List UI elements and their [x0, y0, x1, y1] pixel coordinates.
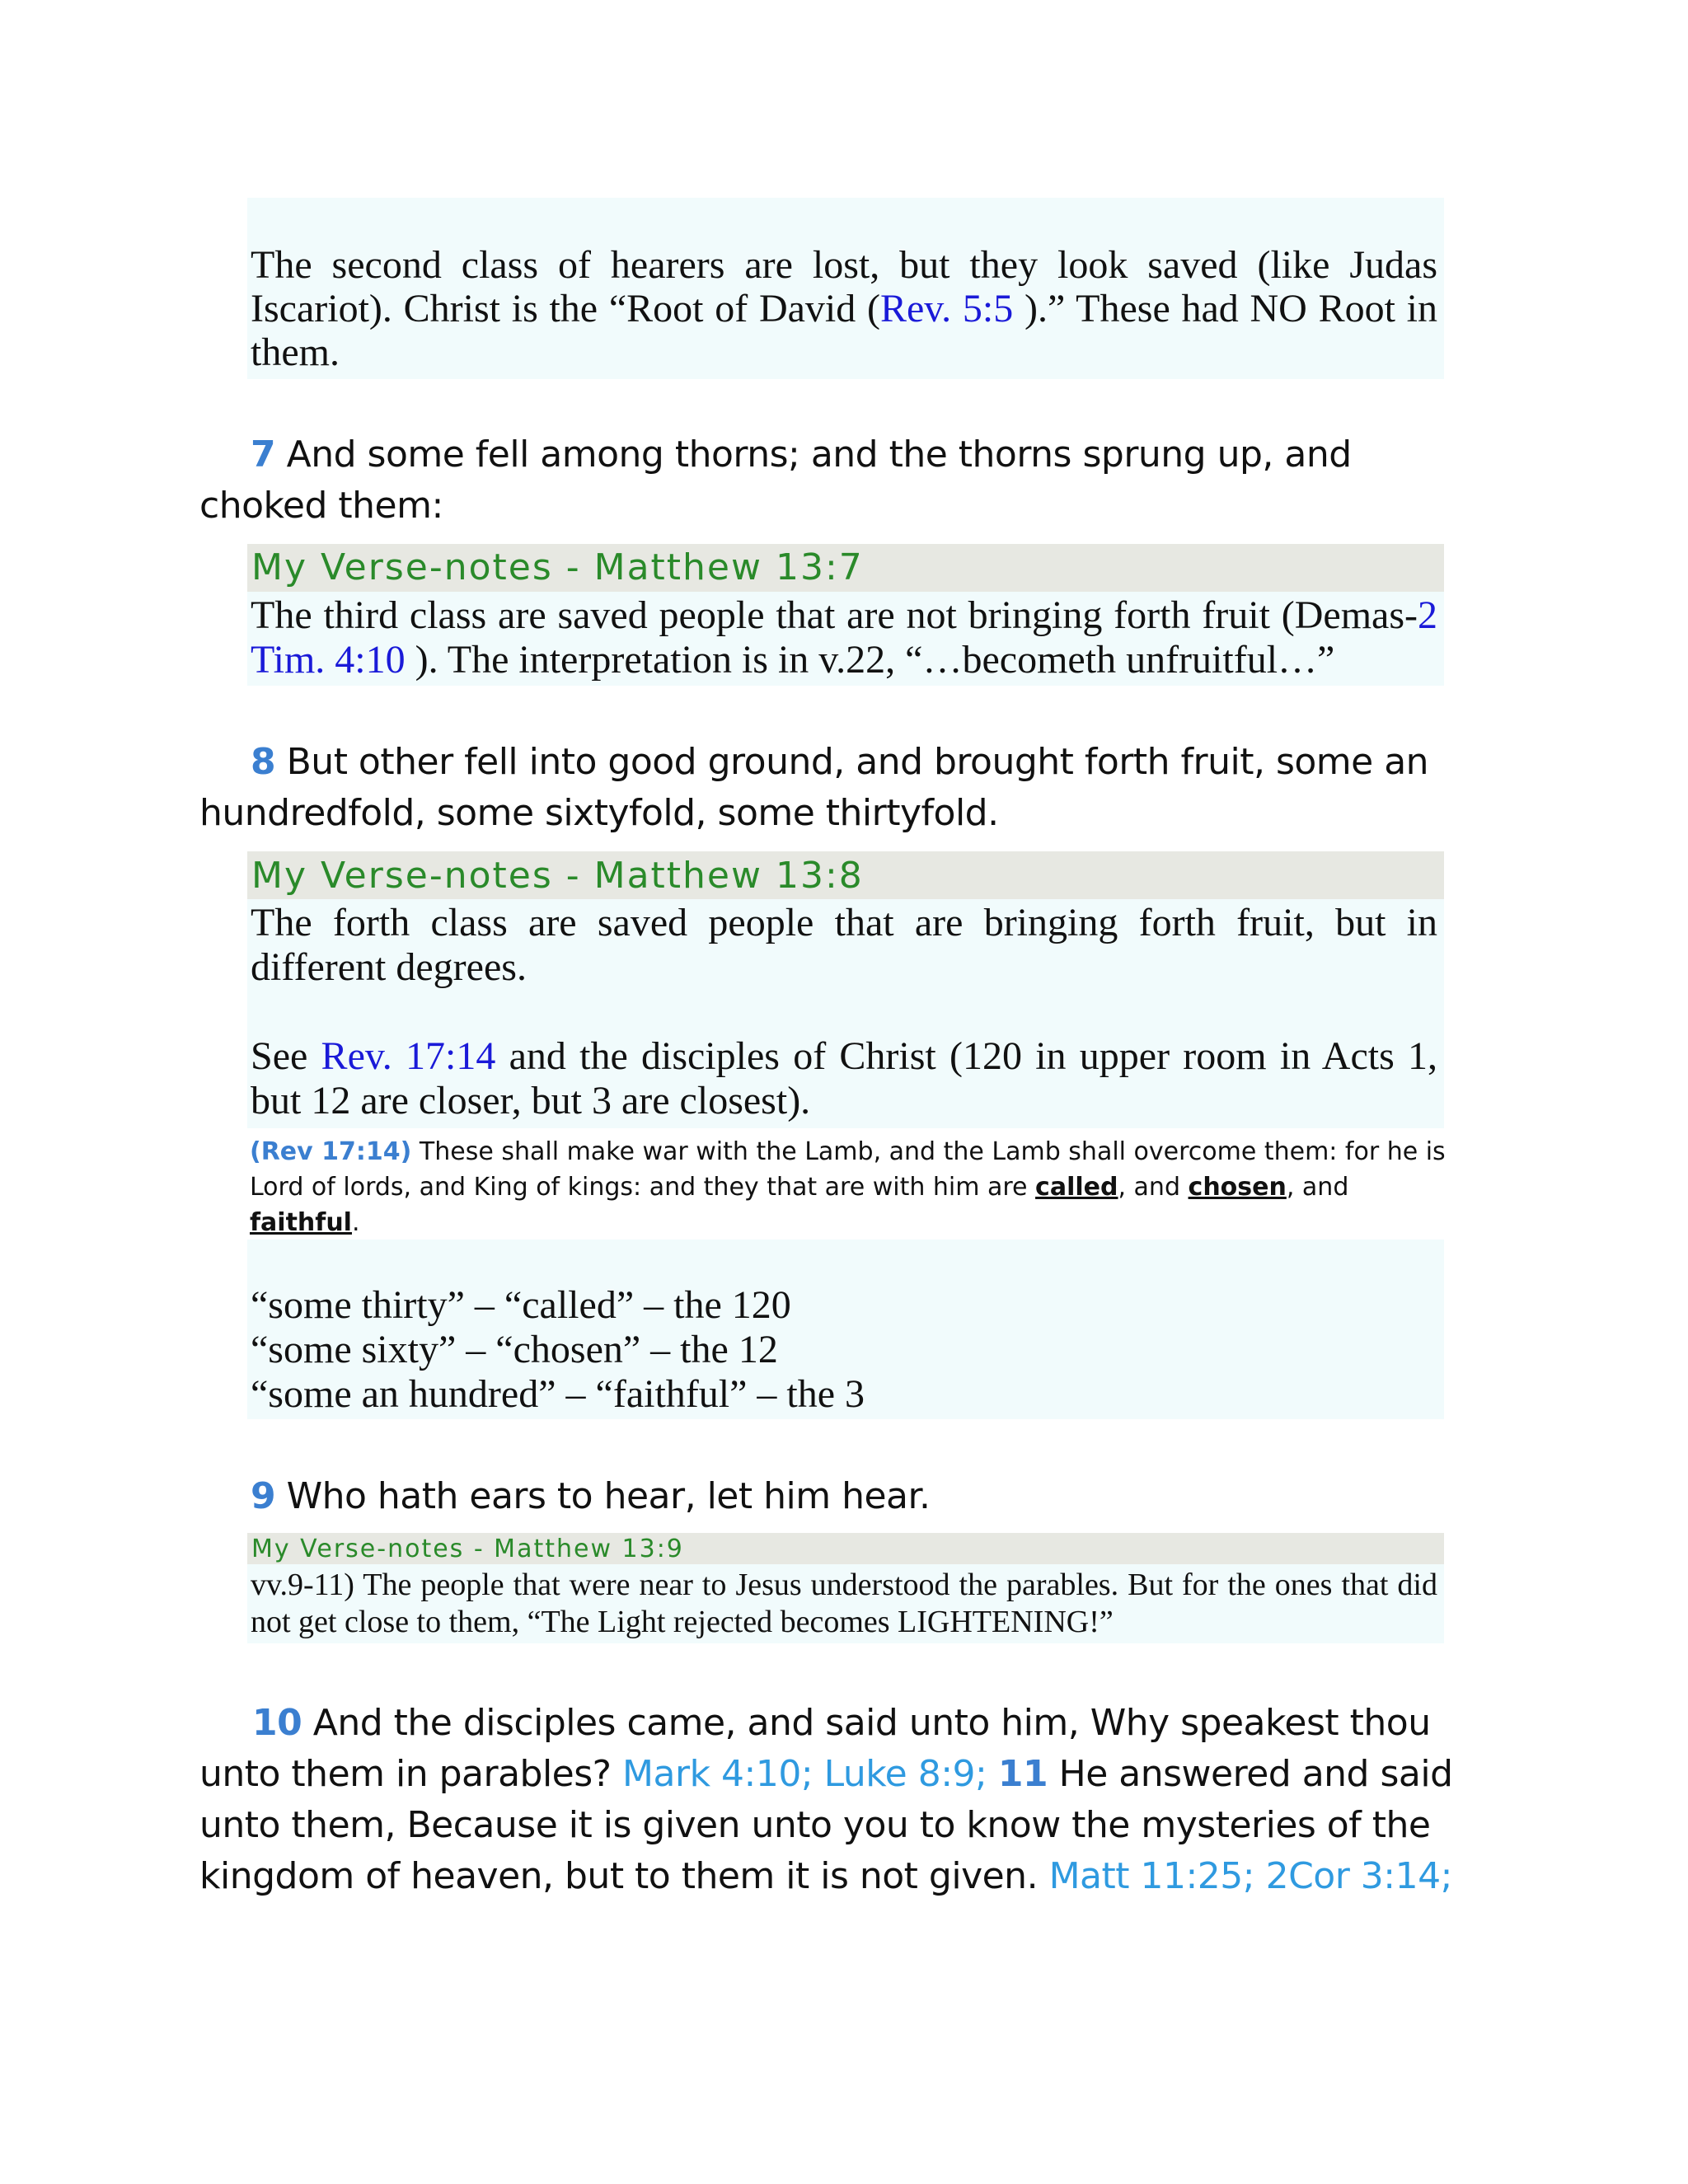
scripture-link[interactable]: Rev. 17:14 [321, 1034, 496, 1078]
verse-notes-heading: My Verse-notes - Matthew 13:7 [247, 544, 1444, 592]
verse-number[interactable]: 7 [251, 434, 276, 476]
verse-text: But other fell into good ground, and brought forth fruit, some an hundredfold, some sixtyfold, some thirtyfold. [199, 741, 1429, 834]
verse-text: And the disciples came, and said unto him, Why speakest thou unto them in parables? [199, 1702, 1431, 1795]
verse-text: And some fell among thorns; and the thorns sprung up, and choked them: [199, 434, 1352, 527]
fold-list-item: “some an hundred” – “faithful” – the 3 [251, 1372, 865, 1416]
scripture-link[interactable]: Rev. 5:5 [879, 287, 1014, 330]
verse-7 [199, 429, 1485, 532]
cross-references[interactable]: Mark 4:10; Luke 8:9; [622, 1753, 987, 1795]
scripture-quote: (Rev 17:14) These shall make war with the Lamb, and the Lamb shall overcome them: for he is Lord of lords, and King of kings: and they that are with him are called, and chosen, and faithful. [250, 1137, 1446, 1237]
verse-text: Who hath ears to hear, let him hear. [286, 1475, 931, 1517]
verse-number[interactable]: 11 [997, 1753, 1048, 1795]
verse-note-text: The third class are saved people that are not bringing forth fruit (Demas-2 Tim. 4:10 ). The interpretation is in v.22, “…becometh unfruitful…” [251, 593, 1437, 682]
verse-10-11 [199, 1698, 1485, 1902]
verse-text: He answered and said unto them, Because it is given unto you to know the mysteries of the kingdom of heaven, but to them it is not given. [199, 1753, 1453, 1897]
verse-note-text: The second class of hearers are lost, but they look saved (like Judas Iscariot). Christ is the “Root of David (Rev. 5:5 ).” These had NO Root in them. [251, 243, 1437, 374]
verse-notes-heading: My Verse-notes - Matthew 13:9 [247, 1533, 1444, 1564]
fold-list-item: “some sixty” – “chosen” – the 12 [251, 1328, 778, 1371]
verse-number[interactable]: 10 [252, 1702, 302, 1744]
verse-number[interactable]: 8 [251, 741, 276, 783]
verse-8 [199, 737, 1485, 839]
fold-list-item: “some thirty” – “called” – the 120 [251, 1283, 791, 1327]
fold-list [251, 1283, 1437, 1417]
scripture-ref[interactable]: (Rev 17:14) [250, 1137, 412, 1166]
verse-note-text: The forth class are saved people that are bringing forth fruit, but in different degrees. See Rev. 17:14 and the disciples of Christ (120 in upper room in Acts 1, but 12 are closer, but 3 are closest). [251, 901, 1437, 1122]
verse-note-text: vv.9-11) The people that were near to Jesus understood the parables. But for the ones that did not get close to them, “The Light rejected becomes LIGHTENING!” [251, 1568, 1437, 1639]
verse-notes-heading: My Verse-notes - Matthew 13:8 [247, 851, 1444, 899]
scripture-link[interactable]: 2 Tim. 4:10 [251, 593, 1437, 682]
cross-references[interactable]: Matt 11:25; 2Cor 3:14; [1048, 1855, 1452, 1897]
verse-number[interactable]: 9 [251, 1475, 276, 1517]
verse-9 [199, 1471, 1485, 1522]
